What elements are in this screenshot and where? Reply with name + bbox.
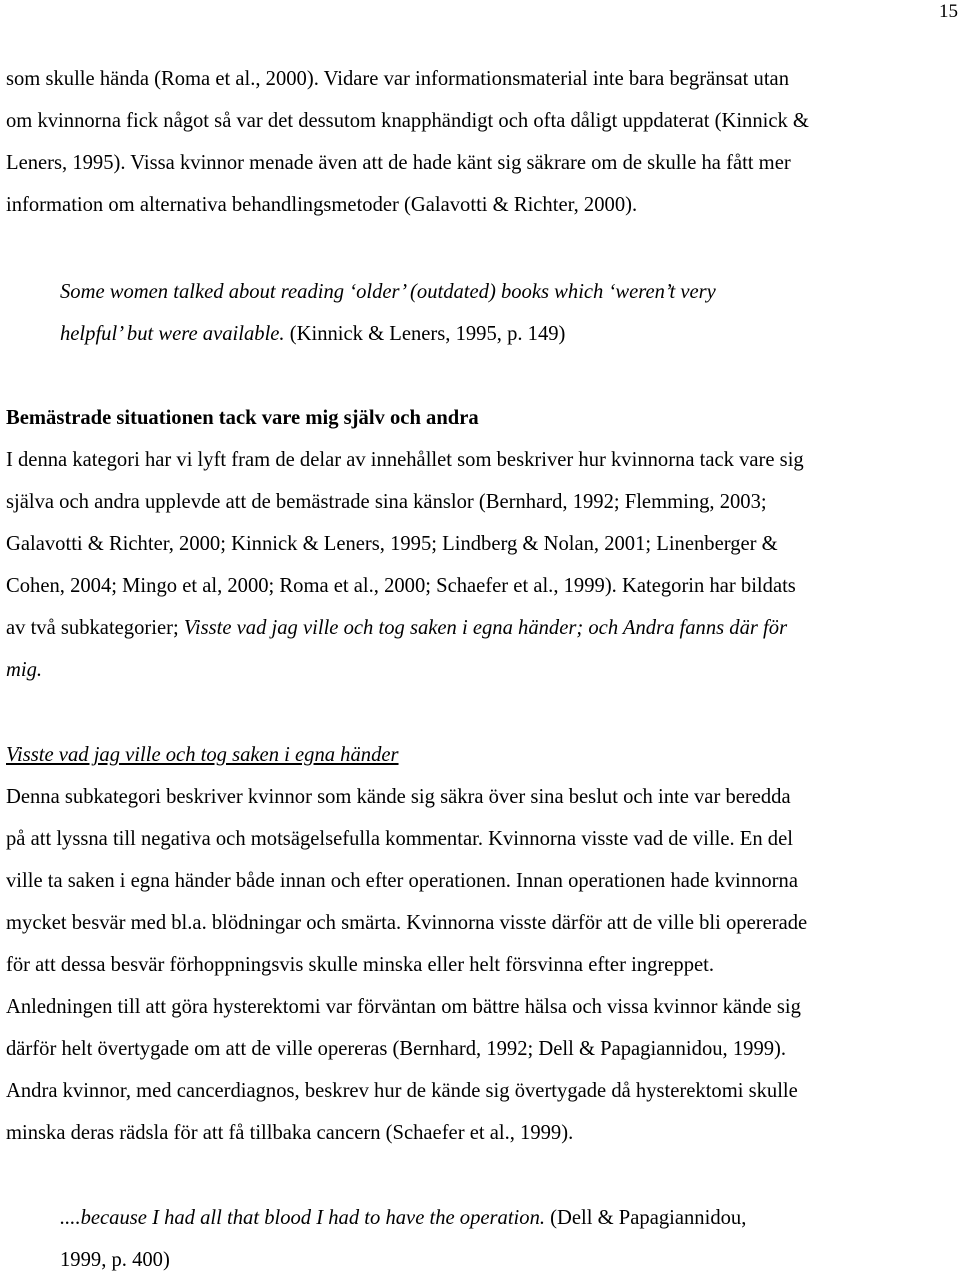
- paragraph-line: [6, 607, 958, 649]
- paragraph-line: Leners, 1995). Vissa kvinnor menade även att de hade känt sig säkrare om de skulle ha fått mer: [6, 152, 791, 174]
- paragraph-line: Anledningen till att göra hysterektomi var förväntan om bättre hälsa och vissa kvinnor kände sig: [6, 996, 801, 1018]
- paragraph-line: ville ta saken i egna händer både innan och efter operationen. Innan operationen hade kvinnorna: [6, 870, 798, 892]
- quote-line: [60, 1197, 950, 1239]
- quote-text: ....because I had all that blood I had to have the operation.: [60, 1207, 546, 1229]
- quote-text: helpful’ but were available.: [60, 323, 285, 345]
- subcategory-names-cont: mig.: [6, 659, 43, 681]
- paragraph-line: på att lyssna till negativa och motsägelsefulla kommentar. Kvinnorna visste vad de ville. En del: [6, 828, 793, 850]
- paragraph-line: för att dessa besvär förhoppningsvis skulle minska eller helt försvinna efter ingreppet.: [6, 954, 715, 976]
- section-heading: Bemästrade situationen tack vare mig själv och andra: [6, 407, 479, 429]
- quote-line: [60, 271, 950, 313]
- paragraph-category: [6, 439, 958, 691]
- subcategory-names: Visste vad jag ville och tog saken i egna händer; och Andra fanns där för: [183, 617, 788, 639]
- line-prefix: av två subkategorier;: [6, 617, 184, 639]
- paragraph-line: [6, 649, 958, 691]
- paragraph-intro: [6, 58, 958, 226]
- paragraph-line: minska deras rädsla för att få tillbaka cancern (Schaefer et al., 1999).: [6, 1122, 574, 1144]
- paragraph-line: Denna subkategori beskriver kvinnor som kände sig säkra över sina beslut och inte var beredda: [6, 786, 791, 808]
- quote-line: [60, 313, 950, 355]
- quote-line: 1999, p. 400): [60, 1249, 170, 1271]
- paragraph-line: som skulle hända (Roma et al., 2000). Vidare var informationsmaterial inte bara begränsat utan: [6, 68, 789, 90]
- paragraph-line: Cohen, 2004; Mingo et al, 2000; Roma et al., 2000; Schaefer et al., 1999). Kategorin har bildats: [6, 575, 796, 597]
- paragraph-subcategory: [6, 776, 958, 1154]
- paragraph-line: I denna kategori har vi lyft fram de delar av innehållet som beskriver hur kvinnorna tack vare sig: [6, 449, 804, 471]
- paragraph-line: mycket besvär med bl.a. blödningar och smärta. Kvinnorna visste därför att de ville bli opererade: [6, 912, 808, 934]
- paragraph-line: Andra kvinnor, med cancerdiagnos, beskrev hur de kände sig övertygade då hysterektomi skulle: [6, 1080, 798, 1102]
- paragraph-line: om kvinnorna fick något så var det dessutom knapphändigt och ofta dåligt uppdaterat (Kinnick &: [6, 110, 809, 132]
- paragraph-line: därför helt övertygade om att de ville opereras (Bernhard, 1992; Dell & Papagiannidou, 1999).: [6, 1038, 787, 1060]
- page-number: 15: [939, 1, 958, 22]
- quote-citation: (Dell & Papagiannidou,: [545, 1207, 747, 1229]
- subsection-heading: Visste vad jag ville och tog saken i egna händer: [6, 744, 399, 766]
- paragraph-line: information om alternativa behandlingsmetoder (Galavotti & Richter, 2000).: [6, 194, 638, 216]
- paragraph-line: Galavotti & Richter, 2000; Kinnick & Leners, 1995; Lindberg & Nolan, 2001; Linenberger &: [6, 533, 778, 555]
- quote-text: Some women talked about reading ‘older’ (outdated) books which ‘weren’t very: [60, 281, 716, 303]
- block-quote-1: [60, 271, 950, 355]
- paragraph-line: själva och andra upplevde att de bemästrade sina känslor (Bernhard, 1992; Flemming, 2003;: [6, 491, 767, 513]
- quote-citation: (Kinnick & Leners, 1995, p. 149): [284, 323, 566, 345]
- block-quote-2: [60, 1197, 950, 1281]
